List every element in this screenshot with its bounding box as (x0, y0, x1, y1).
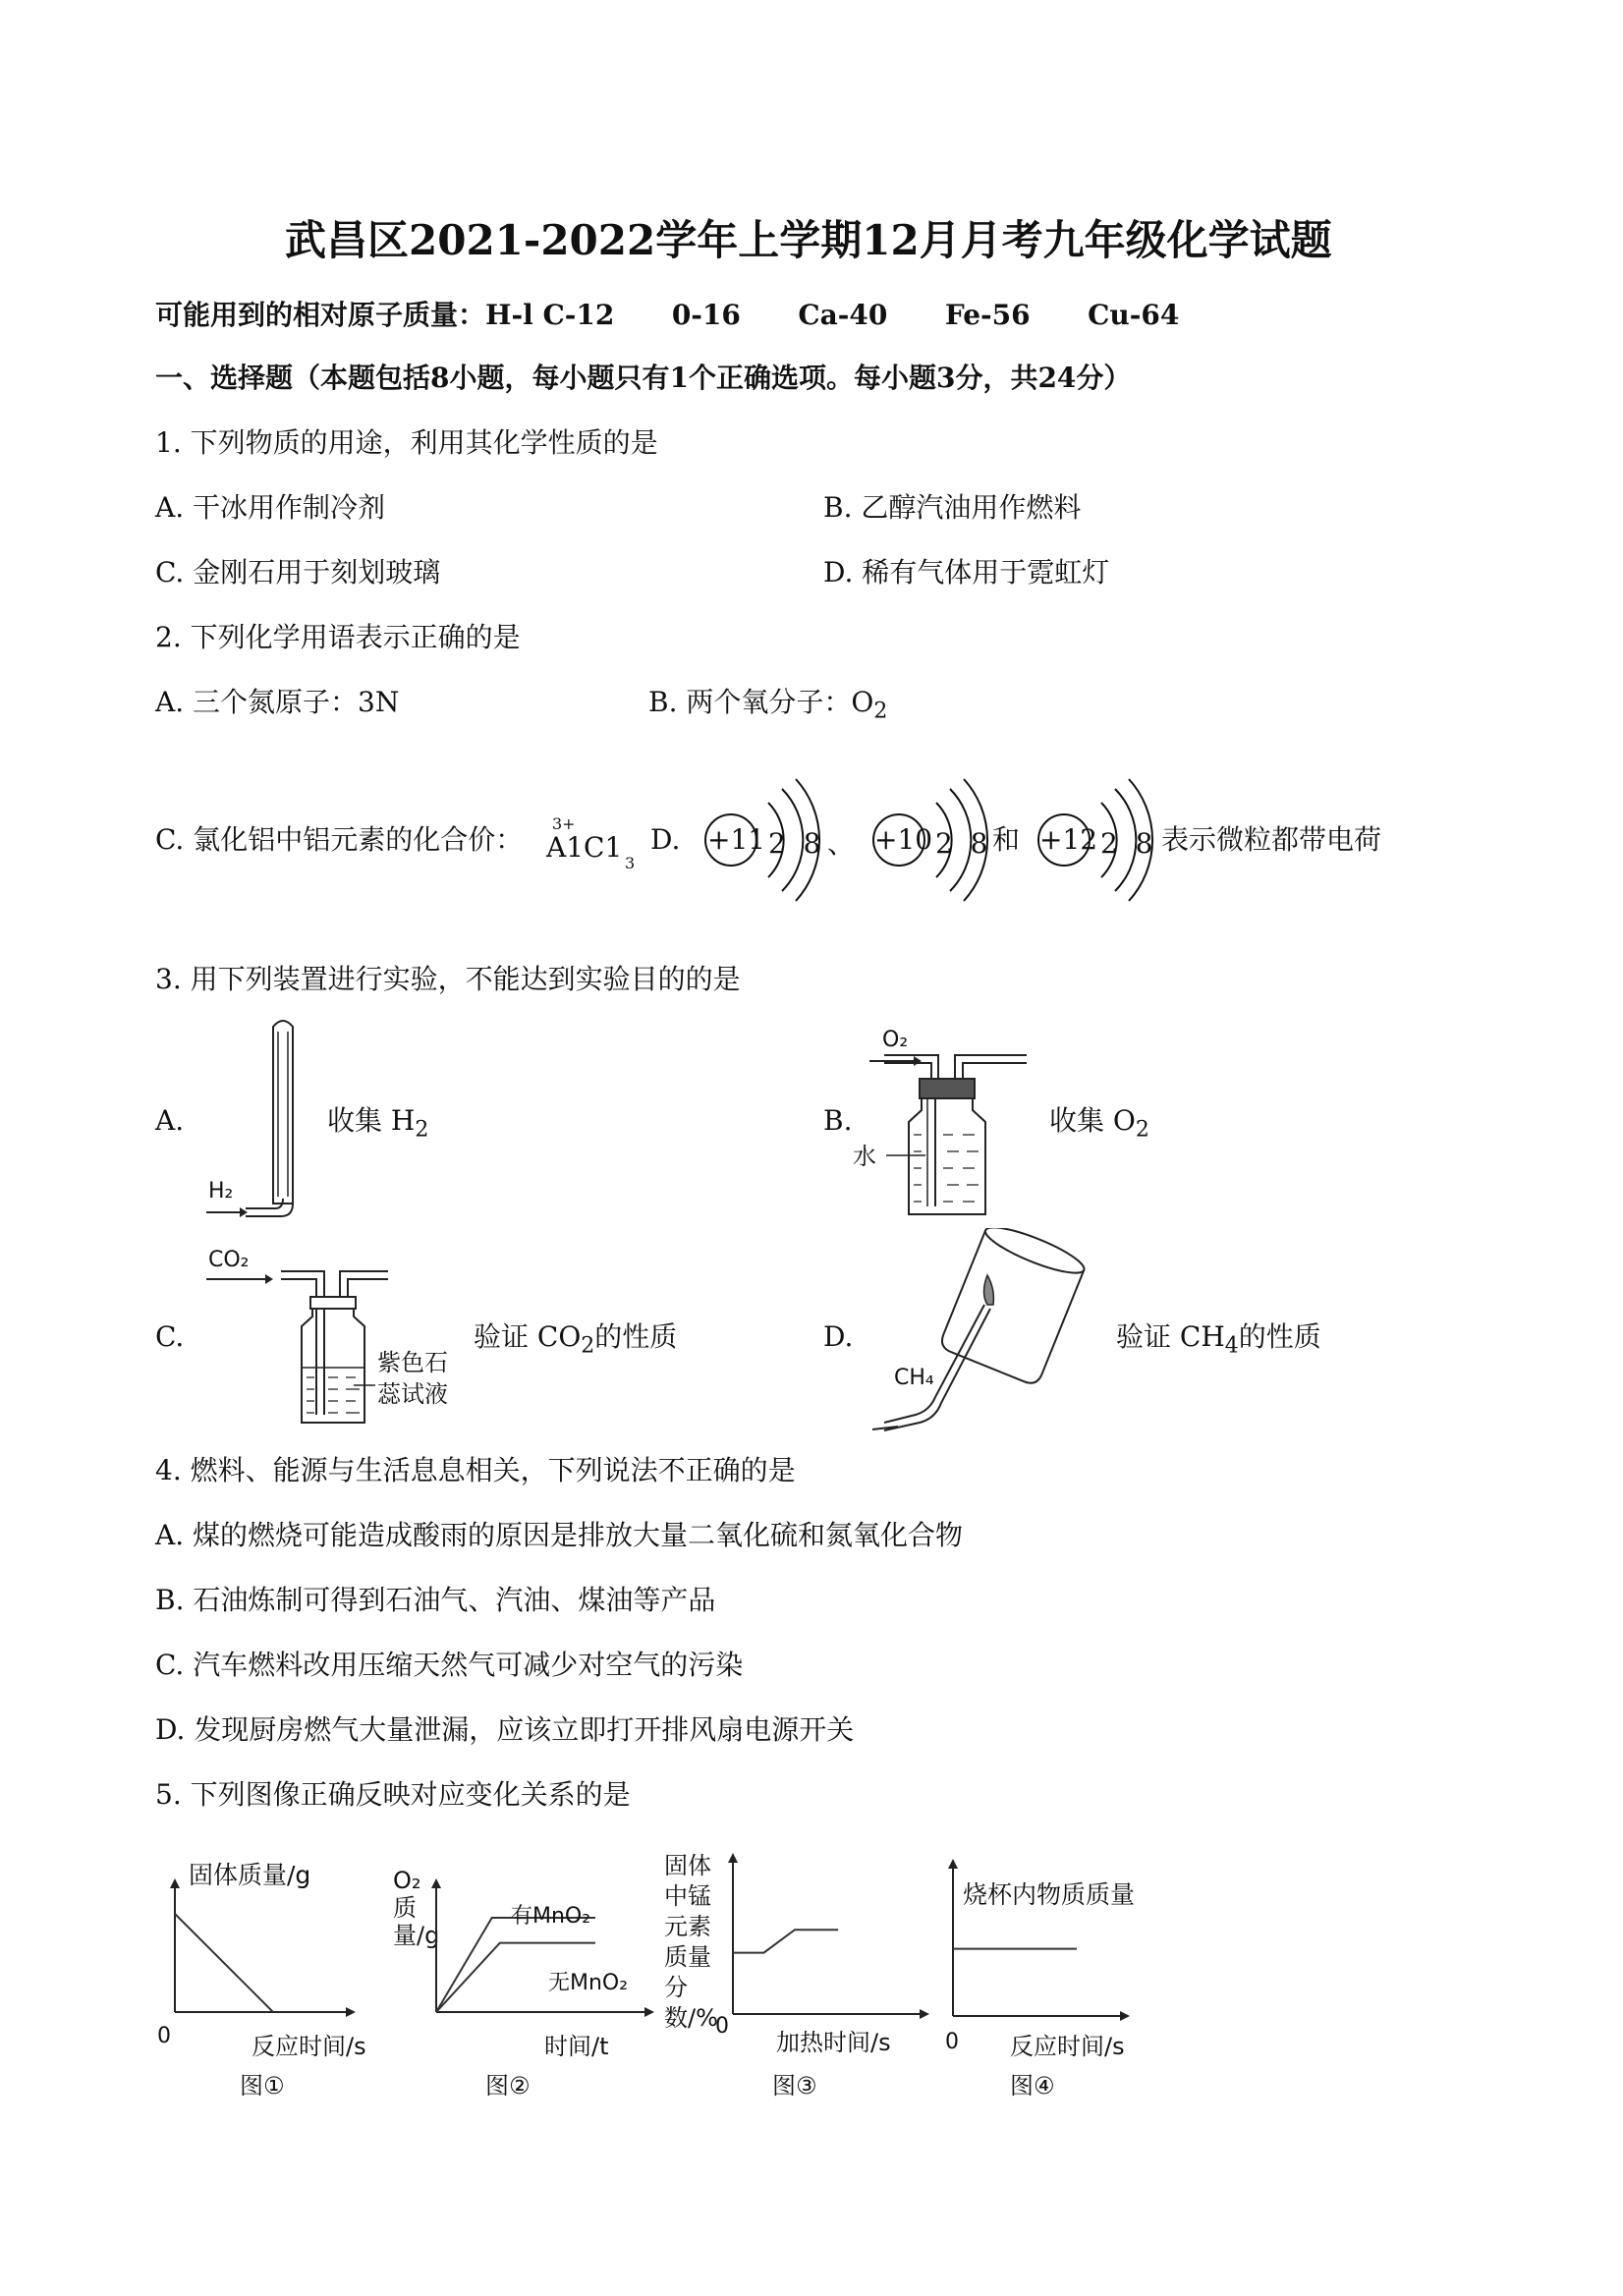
q3-option-a-sub: 2 (415, 1117, 429, 1143)
q2-option-d-label: D. (650, 823, 681, 856)
q2-option-c-sub: 3 (625, 854, 636, 872)
chart4-origin: 0 (945, 2030, 959, 2054)
q3-c-liquid-label-2: 蕊试液 (377, 1380, 448, 1408)
q3-option-c-label: C. (155, 1320, 185, 1353)
chart3-origin: 0 (715, 2014, 729, 2039)
atom-2-shells: 2 8 (935, 827, 988, 860)
chart3-series-line (733, 1930, 838, 1952)
q5-stem: 5. 下列图像正确反映对应变化关系的是 (155, 1778, 631, 1811)
chart2-plot (426, 1876, 662, 2024)
q2-option-c-formula: A1C1 (546, 831, 623, 864)
q3-a-gas-label: H₂ (208, 1179, 234, 1204)
atom-2-nucleus: +10 (874, 823, 933, 856)
chart2-caption: 图② (485, 2072, 531, 2100)
chart4-xlabel: 反应时间/s (1010, 2033, 1125, 2060)
q4-option-b: B. 石油炼制可得到石油气、汽油、煤油等产品 (155, 1584, 716, 1616)
chart1-ylabel: 固体质量/g (189, 1861, 311, 1889)
q2-d-separator-1: 、 (827, 827, 856, 860)
q3-stem: 3. 用下列装置进行实验，不能达到实验目的的是 (155, 963, 741, 995)
q2-option-c-charge: 3+ (552, 814, 576, 833)
chart4-caption: 图④ (1010, 2072, 1055, 2100)
atom-1-shells: 2 8 (768, 827, 821, 860)
q3-option-d-text-tail: 的性质 (1238, 1320, 1321, 1353)
q1-option-c: C. 金刚石用于刻划玻璃 (155, 556, 441, 588)
q2-option-b-text: B. 两个氧分子：O (648, 686, 874, 718)
chart1-plot (163, 1876, 360, 2024)
q2-option-c: C. 氯化铝中铝元素的化合价： (155, 823, 524, 856)
chart3-xlabel: 加热时间/s (776, 2029, 891, 2056)
atom-3-nucleus: +12 (1039, 823, 1098, 856)
chart4-plot (941, 1857, 1138, 2030)
q1-option-a: A. 干冰用作制冷剂 (155, 491, 386, 524)
chart1-series-line (175, 1914, 273, 2012)
q1-option-b: B. 乙醇汽油用作燃料 (823, 491, 1082, 524)
atom-1-nucleus: +11 (707, 823, 766, 856)
q3-option-a-text-main: 收集 H (327, 1104, 416, 1137)
q3-option-b-text-main: 收集 O (1049, 1104, 1136, 1137)
q1-option-d: D. 稀有气体用于霓虹灯 (823, 556, 1110, 588)
atomic-masses-line: 可能用到的相对原子质量：H-l C-12 0-16 Ca-40 Fe-56 Cu-64 (155, 299, 1180, 331)
q2-option-b (648, 686, 887, 725)
q2-option-b-sub: 2 (873, 699, 888, 724)
chart4-ylabel: 烧杯内物质质量 (963, 1880, 1136, 1909)
q4-option-d: D. 发现厨房燃气大量泄漏，应该立即打开排风扇电源开关 (155, 1713, 855, 1746)
chart2-xlabel: 时间/t (544, 2033, 609, 2060)
q3-d-gas-label: CH₄ (894, 1366, 934, 1390)
q3-option-c-sub: 2 (581, 1333, 595, 1359)
q3-c-gas-label: CO₂ (208, 1248, 250, 1272)
q3-option-a-label: A. (155, 1104, 185, 1137)
chart3-ylabel: 固体中锰元素质量分数/% (664, 1852, 718, 2032)
q3-option-b-text (1049, 1104, 1149, 1144)
chart2-series-label-1: 有MnO₂ (511, 1904, 591, 1929)
q3-b-gas-label: O₂ (882, 1028, 909, 1052)
q3-option-d-sub: 4 (1224, 1333, 1239, 1359)
q3-apparatus-b (865, 1041, 1041, 1218)
chart1-origin: 0 (157, 2024, 171, 2048)
q2-option-a: A. 三个氮原子：3N (155, 686, 400, 718)
q2-d-separator-2: 和 (992, 823, 1021, 856)
q3-option-c-text-tail: 的性质 (594, 1320, 678, 1353)
section-heading: 一、选择题（本题包括8小题，每小题只有1个正确选项。每小题3分，共24分） (155, 362, 1132, 394)
q3-option-a-text (327, 1104, 428, 1144)
q2-stem: 2. 下列化学用语表示正确的是 (155, 621, 521, 653)
q4-option-c: C. 汽车燃料改用压缩天然气可减少对空气的污染 (155, 1649, 744, 1681)
q3-option-b-sub: 2 (1135, 1117, 1149, 1143)
chart2-series-label-2: 无MnO₂ (548, 1971, 629, 1995)
q4-option-a: A. 煤的燃烧可能造成酸雨的原因是排放大量二氧化硫和氮氧化合物 (155, 1519, 964, 1551)
q3-option-b-label: B. (823, 1104, 853, 1137)
q3-apparatus-d (865, 1228, 1110, 1439)
q3-b-water-label: 水 (853, 1143, 876, 1170)
q4-stem: 4. 燃料、能源与生活息息相关，下列说法不正确的是 (155, 1454, 796, 1486)
chart3-plot (721, 1851, 937, 2028)
q3-option-d-label: D. (823, 1320, 854, 1353)
q2-option-d-tail: 表示微粒都带电荷 (1161, 823, 1382, 856)
atom-3-shells: 2 8 (1100, 827, 1153, 860)
page-title: 武昌区2021-2022学年上学期12月月考九年级化学试题 (285, 216, 1332, 264)
chart1-caption: 图① (240, 2072, 285, 2100)
chart3-caption: 图③ (772, 2072, 817, 2100)
q3-option-d-text (1116, 1320, 1321, 1360)
chart1-xlabel: 反应时间/s (252, 2033, 366, 2060)
q1-stem: 1. 下列物质的用途，利用其化学性质的是 (155, 426, 658, 459)
q3-c-liquid-label-1: 紫色石 (377, 1349, 448, 1376)
q3-option-d-text-main: 验证 CH (1116, 1320, 1225, 1353)
q3-option-c-text (474, 1320, 677, 1360)
q3-option-c-text-main: 验证 CO (474, 1320, 582, 1353)
chart2-ylabel: O₂质量/g (393, 1867, 440, 1949)
